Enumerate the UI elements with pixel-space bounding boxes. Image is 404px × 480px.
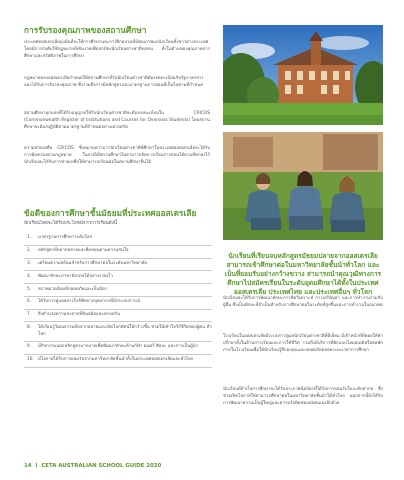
right-paragraph-1: นักเรียนจะได้รับการพัฒนาทักษะการคิดวิเคราะห์ การแก้ปัญหา และการทำงานร่วมกับผู้อื่น ซึ่งเป็นทักษะที่จำเป็นสำหรับการศึกษาต่อในระดับที่สูงขึ้นและการทำงานในอนาคต [223, 296, 383, 308]
list-item-number: 8. [27, 324, 32, 330]
students-photo [223, 132, 383, 240]
list-item-text: มาตรฐานการศึกษาระดับโลก [38, 235, 93, 241]
list-item [24, 259, 212, 272]
list-item-number: 5. [27, 286, 32, 292]
list-item-number: 1. [27, 235, 32, 241]
list-item [24, 355, 212, 368]
list-item-text: พัฒนาทักษะภาษาอังกฤษได้อย่างรวดเร็ว [38, 273, 113, 279]
list-item [24, 310, 212, 323]
list-item [24, 284, 212, 297]
list-item-number: 3. [27, 260, 32, 266]
pull-quote: นักเรียนที่เรียนจบหลักสูตรมัธยมปลายจากออสเตรเลียสามารถเข้าศึกษาต่อในมหาวิทยาลัยชั้นนำทั่วโลก และเป็นที่ยอมรับอย่างกว้างขวาง สามารถนำคุณวุฒิทางการศึกษาไปสมัครเรียนในระดับอุดมศึกษาได้ทั้งในประเทศออสเตรเลีย ประเทศไทย และประเทศอื่นๆ ทั่วโลก [224, 252, 382, 296]
right-paragraph-3: นักเรียนที่สำเร็จการศึกษาจะได้รับประกาศนียบัตรที่ได้รับการยอมรับในระดับสากล ซึ่งช่วยเปิดโอกาสให้สามารถศึกษาต่อในมหาวิทยาลัยชั้นนำได้ทั่วโลก นอกจากนี้ยังได้รับการพัฒนาความเป็นผู้ใหญ่และความรับผิดชอบต่อตนเองอีกด้วย [223, 387, 383, 406]
list-item-text: เตรียมความพร้อมสำหรับการศึกษาต่อในระดับมหาวิทยาลัย [38, 260, 147, 266]
list-item-number: 6. [27, 299, 32, 305]
benefits-list [24, 233, 212, 368]
list-item [24, 233, 212, 246]
list-item [24, 342, 212, 355]
benefits-subtitle: นักเรียนไทยจะได้รับประโยชน์จากการเรียนดังนี้ [24, 221, 118, 226]
list-item-number: 9. [27, 344, 32, 350]
list-item-number: 7. [27, 312, 32, 318]
list-item [24, 246, 212, 259]
list-item-number: 10. [27, 357, 34, 363]
publication-name: CETA AUSTRALIAN SCHOOL GUIDE 2020 [41, 463, 162, 469]
paragraph-2: กฎหมายของออสเตรเลียกำหนดให้สถานศึกษาที่รับนักเรียนต่างชาติต้องจดทะเบียนกับรัฐบาลกลางและได้รับการรับรองคุณภาพ ซึ่งรวมถึงการมีหลักสูตรและมาตรฐานการสอนที่เป็นไปตามที่กำหนด [24, 76, 204, 88]
section-title-accreditation: การรับรองคุณภาพของสถานศึกษา [24, 25, 147, 35]
footer-separator: I [35, 463, 38, 469]
list-item-text: สภาพแวดล้อมที่ปลอดภัยและเป็นมิตร [38, 286, 108, 292]
list-item [24, 271, 212, 284]
paragraph-1: ประเทศออสเตรเลียมุ่งมั่นที่จะให้การศึกษาและการฝึกอบรมที่มีคุณภาพแก่นักเรียนทั้งชาวต่างประเทศ โดยมีการบังคับใช้กฎหมายที่เข้มงวดเพื่อปกป้องนักเรียนต่างชาติทุกคน ทั้งในด้านของคุณภาพการศึกษาและสวัสดิภาพในการศึกษา [24, 40, 210, 59]
list-item-text: มีกิจกรรมนอกหลักสูตรมากมายเพื่อพัฒนาทักษะด้านกีฬา ดนตรี ศิลปะ และการเป็นผู้นำ [38, 344, 199, 350]
list-item-number: 2. [27, 248, 32, 254]
list-item [24, 322, 212, 342]
paragraph-4: ความช่วยเหลือ CRICOS ซึ่งหมายความว่านักเรียนต่างชาติที่ศึกษาในประเทศออสเตรเลียจะได้รับการคุ้มครองตามกฎหมาย ในกรณีที่สถานศึกษาไม่สามารถจัดการเรียนการสอนได้ตามที่ตกลงไว้ นักเรียนจะได้รับการช่วยเหลือให้สามารถเรียนต่อในสถานศึกษาอื่นได้ [24, 146, 210, 165]
paragraph-3: สถานศึกษาทุกแห่งที่ได้รับอนุญาตให้รับนักเรียนต่างชาติจะต้องลงทะเบียนใน CRICOS (Commonwealth Register of Institutions and Courses for Overseas Students) โดยสถานศึกษาจะต้องปฏิบัติตามมาตรฐานที่กำหนดอย่างเคร่งครัด [24, 111, 210, 130]
list-item-text: ได้เรียนรู้วัฒนธรรมที่หลากหลายและเปิดโลกทัศน์ให้กว้างขึ้น ช่วยให้เข้าใจวิถีชีวิตของผู้คน ทั่วโลก [38, 324, 212, 337]
list-item-text: หลักสูตรที่หลากหลายและยืดหยุ่นตามความสนใจ [38, 248, 129, 254]
list-item-text: มีโอกาสได้รับการยอมรับจากมหาวิทยาลัยชั้นนำทั้งในประเทศออสเตรเลียและทั่วโลก [38, 357, 194, 363]
page-number: 14 [24, 463, 32, 469]
section-title-benefits: ข้อดีของการศึกษาชั้นมัธยมที่ประเทศออสเตรเลีย [24, 208, 197, 218]
list-item-text: ได้รับการดูแลอย่างใกล้ชิดจากบุคลากรที่มีประสบการณ์ [38, 299, 141, 305]
list-item-number: 4. [27, 273, 32, 279]
list-item-text: สิ่งอำนวยความสะดวกที่ทันสมัยและครบครัน [38, 312, 121, 318]
school-building-photo [223, 25, 383, 125]
right-paragraph-2: โรงเรียนในออสเตรเลียมีระบบการดูแลนักเรียนต่างชาติที่ดีเยี่ยม มีเจ้าหน้าที่ที่คอยให้คำปรึกษาทั้งในด้านการเรียนและการใช้ชีวิต รวมถึงมีบริการที่พักแบบโฮมสเตย์หรือหอพักภายในโรงเรียนเพื่อให้นักเรียนรู้สึกอบอุ่นและปลอดภัยตลอดระยะเวลาการศึกษา [223, 334, 383, 353]
page-footer [24, 463, 161, 469]
list-item [24, 297, 212, 310]
